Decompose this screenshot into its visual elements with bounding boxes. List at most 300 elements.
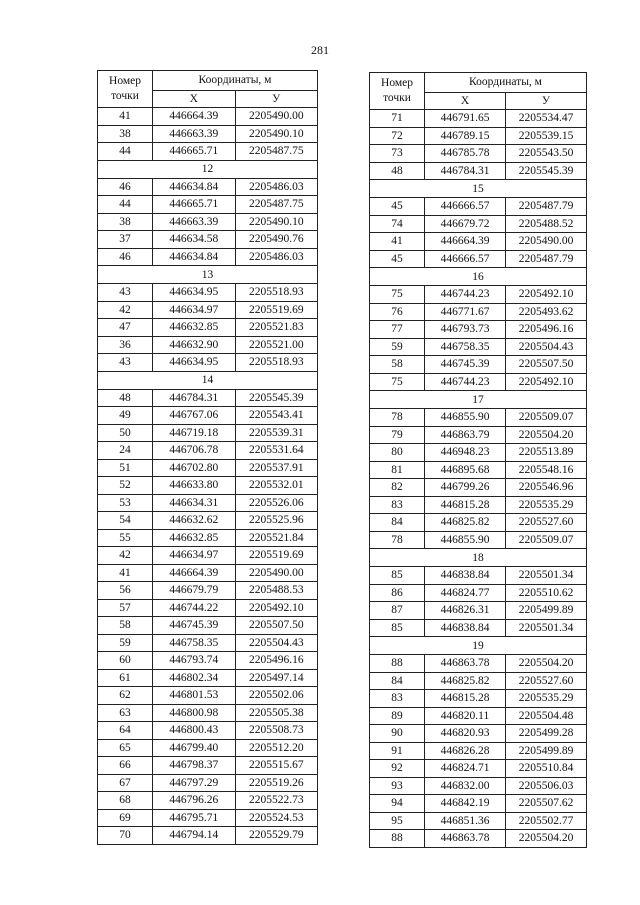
left-table-body <box>98 108 318 845</box>
y-coordinate-cell: 2205508.73 <box>235 722 318 740</box>
x-coordinate-cell: 446863.79 <box>425 426 506 444</box>
point-number-cell: 88 <box>370 655 425 673</box>
section-label: 19 <box>370 637 587 655</box>
section-row <box>98 160 318 178</box>
table-row <box>98 301 318 319</box>
x-header: Х <box>425 92 506 109</box>
x-coordinate-cell: 446634.84 <box>153 178 236 196</box>
y-coordinate-cell: 2205507.50 <box>506 356 587 374</box>
table-row <box>98 143 318 161</box>
point-number-cell: 61 <box>98 669 153 687</box>
y-coordinate-cell: 2205543.41 <box>235 407 318 425</box>
point-number-cell: 58 <box>98 617 153 635</box>
table-row <box>370 514 587 532</box>
y-coordinate-cell: 2205507.62 <box>506 795 587 813</box>
point-number-cell: 50 <box>98 424 153 442</box>
table-row <box>370 233 587 251</box>
table-row <box>98 739 318 757</box>
x-coordinate-cell: 446663.39 <box>153 213 236 231</box>
point-number-cell: 80 <box>370 444 425 462</box>
y-coordinate-cell: 2205493.62 <box>506 303 587 321</box>
x-coordinate-cell: 446767.06 <box>153 407 236 425</box>
y-coordinate-cell: 2205490.10 <box>235 125 318 143</box>
table-row <box>370 286 587 304</box>
point-number-cell: 37 <box>98 231 153 249</box>
point-number-cell: 77 <box>370 321 425 339</box>
table-row <box>370 321 587 339</box>
y-coordinate-cell: 2205496.16 <box>235 652 318 670</box>
table-row <box>98 494 318 512</box>
point-number-cell: 62 <box>98 687 153 705</box>
section-row <box>370 268 587 286</box>
x-coordinate-cell: 446663.39 <box>153 125 236 143</box>
x-coordinate-cell: 446802.34 <box>153 669 236 687</box>
table-row <box>370 198 587 216</box>
table-row <box>98 547 318 565</box>
x-coordinate-cell: 446666.57 <box>425 250 506 268</box>
section-row <box>98 371 318 389</box>
point-number-cell: 51 <box>98 459 153 477</box>
table-row <box>98 774 318 792</box>
section-label: 14 <box>98 371 318 389</box>
x-coordinate-cell: 446745.39 <box>153 617 236 635</box>
y-coordinate-cell: 2205527.60 <box>506 514 587 532</box>
table-row <box>370 127 587 145</box>
x-coordinate-cell: 446745.39 <box>425 356 506 374</box>
point-number-cell: 88 <box>370 830 425 848</box>
y-coordinate-cell: 2205490.00 <box>506 233 587 251</box>
point-number-cell: 90 <box>370 725 425 743</box>
x-coordinate-cell: 446863.78 <box>425 655 506 673</box>
table-row <box>98 757 318 775</box>
point-header-line2: точки <box>111 90 139 102</box>
table-row <box>98 582 318 600</box>
x-coordinate-cell: 446634.58 <box>153 231 236 249</box>
table-row <box>98 125 318 143</box>
table-row <box>98 564 318 582</box>
y-coordinate-cell: 2205490.10 <box>235 213 318 231</box>
table-row <box>98 424 318 442</box>
y-coordinate-cell: 2205543.50 <box>506 145 587 163</box>
x-coordinate-cell: 446679.72 <box>425 215 506 233</box>
y-coordinate-cell: 2205522.73 <box>235 792 318 810</box>
table-row <box>370 602 587 620</box>
point-number-cell: 78 <box>370 531 425 549</box>
point-number-cell: 81 <box>370 461 425 479</box>
y-coordinate-cell: 2205545.39 <box>506 162 587 180</box>
table-row <box>98 213 318 231</box>
point-number-cell: 59 <box>370 338 425 356</box>
point-number-cell: 46 <box>98 248 153 266</box>
y-coordinate-cell: 2205504.48 <box>506 707 587 725</box>
y-coordinate-cell: 2205507.50 <box>235 617 318 635</box>
section-label: 18 <box>370 549 587 567</box>
point-number-cell: 42 <box>98 547 153 565</box>
x-coordinate-cell: 446634.95 <box>153 284 236 302</box>
x-coordinate-cell: 446784.31 <box>425 162 506 180</box>
y-coordinate-cell: 2205488.52 <box>506 215 587 233</box>
y-coordinate-cell: 2205513.89 <box>506 444 587 462</box>
x-coordinate-cell: 446826.28 <box>425 742 506 760</box>
y-coordinate-cell: 2205519.69 <box>235 301 318 319</box>
x-coordinate-cell: 446634.84 <box>153 248 236 266</box>
x-coordinate-cell: 446791.65 <box>425 110 506 128</box>
x-coordinate-cell: 446634.95 <box>153 354 236 372</box>
point-number-cell: 41 <box>370 233 425 251</box>
y-coordinate-cell: 2205546.96 <box>506 479 587 497</box>
x-coordinate-cell: 446798.37 <box>153 757 236 775</box>
x-coordinate-cell: 446789.15 <box>425 127 506 145</box>
right-table-body <box>370 110 587 848</box>
point-number-cell: 67 <box>98 774 153 792</box>
point-number-cell: 41 <box>98 108 153 126</box>
table-row <box>98 442 318 460</box>
table-row <box>370 250 587 268</box>
table-row <box>370 777 587 795</box>
y-coordinate-cell: 2205519.69 <box>235 547 318 565</box>
y-coordinate-cell: 2205526.06 <box>235 494 318 512</box>
table-row <box>370 426 587 444</box>
x-coordinate-cell: 446632.85 <box>153 529 236 547</box>
table-row <box>370 373 587 391</box>
x-coordinate-cell: 446706.78 <box>153 442 236 460</box>
point-number-cell: 82 <box>370 479 425 497</box>
section-row <box>370 637 587 655</box>
x-coordinate-cell: 446758.35 <box>425 338 506 356</box>
x-coordinate-cell: 446719.18 <box>153 424 236 442</box>
point-number-cell: 69 <box>98 809 153 827</box>
coordinates-header: Координаты, м <box>425 73 587 93</box>
table-row <box>98 407 318 425</box>
y-coordinate-cell: 2205509.07 <box>506 531 587 549</box>
point-number-cell: 76 <box>370 303 425 321</box>
y-coordinate-cell: 2205515.67 <box>235 757 318 775</box>
y-coordinate-cell: 2205497.14 <box>235 669 318 687</box>
x-coordinate-cell: 446832.00 <box>425 777 506 795</box>
table-row <box>98 669 318 687</box>
point-number-cell: 53 <box>98 494 153 512</box>
x-coordinate-cell: 446895.68 <box>425 461 506 479</box>
section-row <box>370 391 587 409</box>
table-row <box>370 725 587 743</box>
point-number-cell: 73 <box>370 145 425 163</box>
y-header: У <box>235 90 318 107</box>
y-coordinate-cell: 2205502.77 <box>506 812 587 830</box>
section-row <box>370 180 587 198</box>
x-coordinate-cell: 446793.73 <box>425 321 506 339</box>
point-number-cell: 59 <box>98 634 153 652</box>
table-row <box>98 178 318 196</box>
x-coordinate-cell: 446632.90 <box>153 336 236 354</box>
y-coordinate-cell: 2205534.47 <box>506 110 587 128</box>
point-number-cell: 85 <box>370 567 425 585</box>
x-coordinate-cell: 446795.71 <box>153 809 236 827</box>
y-coordinate-cell: 2205521.83 <box>235 319 318 337</box>
x-coordinate-cell: 446634.97 <box>153 301 236 319</box>
point-number-cell: 43 <box>98 354 153 372</box>
y-coordinate-cell: 2205499.89 <box>506 602 587 620</box>
point-number-cell: 83 <box>370 496 425 514</box>
point-number-cell: 89 <box>370 707 425 725</box>
y-coordinate-cell: 2205545.39 <box>235 389 318 407</box>
point-number-cell: 48 <box>98 389 153 407</box>
y-coordinate-cell: 2205539.15 <box>506 127 587 145</box>
y-coordinate-cell: 2205519.26 <box>235 774 318 792</box>
x-coordinate-cell: 446800.98 <box>153 704 236 722</box>
y-coordinate-cell: 2205527.60 <box>506 672 587 690</box>
point-number-cell: 63 <box>98 704 153 722</box>
y-coordinate-cell: 2205488.53 <box>235 582 318 600</box>
x-header: Х <box>153 90 236 107</box>
table-row <box>370 531 587 549</box>
point-number-cell: 58 <box>370 356 425 374</box>
y-coordinate-cell: 2205510.84 <box>506 760 587 778</box>
table-row <box>98 529 318 547</box>
x-coordinate-cell: 446632.62 <box>153 512 236 530</box>
point-number-cell: 84 <box>370 672 425 690</box>
x-coordinate-cell: 446820.11 <box>425 707 506 725</box>
point-number-cell: 72 <box>370 127 425 145</box>
y-coordinate-cell: 2205496.16 <box>506 321 587 339</box>
table-row <box>98 599 318 617</box>
y-coordinate-cell: 2205506.03 <box>506 777 587 795</box>
table-row <box>98 284 318 302</box>
point-number-cell: 38 <box>98 125 153 143</box>
y-coordinate-cell: 2205487.75 <box>235 143 318 161</box>
y-coordinate-cell: 2205509.07 <box>506 409 587 427</box>
y-coordinate-cell: 2205537.91 <box>235 459 318 477</box>
x-coordinate-cell: 446744.23 <box>425 286 506 304</box>
table-row <box>370 356 587 374</box>
x-coordinate-cell: 446851.36 <box>425 812 506 830</box>
x-coordinate-cell: 446800.43 <box>153 722 236 740</box>
x-coordinate-cell: 446797.29 <box>153 774 236 792</box>
table-row <box>370 162 587 180</box>
table-row <box>370 812 587 830</box>
table-row <box>370 215 587 233</box>
y-coordinate-cell: 2205505.38 <box>235 704 318 722</box>
x-coordinate-cell: 446679.79 <box>153 582 236 600</box>
y-coordinate-cell: 2205529.79 <box>235 827 318 845</box>
table-row <box>370 742 587 760</box>
x-coordinate-cell: 446744.22 <box>153 599 236 617</box>
x-coordinate-cell: 446863.78 <box>425 830 506 848</box>
y-coordinate-cell: 2205487.79 <box>506 250 587 268</box>
y-coordinate-cell: 2205521.84 <box>235 529 318 547</box>
section-row <box>370 549 587 567</box>
y-coordinate-cell: 2205504.20 <box>506 655 587 673</box>
y-coordinate-cell: 2205535.29 <box>506 690 587 708</box>
x-coordinate-cell: 446771.67 <box>425 303 506 321</box>
x-coordinate-cell: 446785.78 <box>425 145 506 163</box>
y-coordinate-cell: 2205492.10 <box>506 373 587 391</box>
table-row <box>98 319 318 337</box>
table-row <box>370 110 587 128</box>
y-header: У <box>506 92 587 109</box>
section-label: 17 <box>370 391 587 409</box>
coordinates-table-left <box>97 70 318 845</box>
y-coordinate-cell: 2205490.00 <box>235 564 318 582</box>
point-number-cell: 46 <box>98 178 153 196</box>
point-number-cell: 52 <box>98 477 153 495</box>
table-row <box>98 634 318 652</box>
y-coordinate-cell: 2205501.34 <box>506 619 587 637</box>
y-coordinate-cell: 2205502.06 <box>235 687 318 705</box>
point-number-cell: 83 <box>370 690 425 708</box>
page-number: 281 <box>311 43 329 57</box>
table-row <box>98 477 318 495</box>
x-coordinate-cell: 446815.28 <box>425 496 506 514</box>
table-row <box>370 672 587 690</box>
y-coordinate-cell: 2205539.31 <box>235 424 318 442</box>
y-coordinate-cell: 2205521.00 <box>235 336 318 354</box>
table-row <box>370 567 587 585</box>
point-number-header <box>370 73 425 110</box>
y-coordinate-cell: 2205504.20 <box>506 830 587 848</box>
table-row <box>98 687 318 705</box>
y-coordinate-cell: 2205524.53 <box>235 809 318 827</box>
point-number-cell: 75 <box>370 373 425 391</box>
x-coordinate-cell: 446632.85 <box>153 319 236 337</box>
table-row <box>370 496 587 514</box>
y-coordinate-cell: 2205504.43 <box>506 338 587 356</box>
table-row <box>370 690 587 708</box>
table-row <box>98 792 318 810</box>
y-coordinate-cell: 2205486.03 <box>235 178 318 196</box>
x-coordinate-cell: 446826.31 <box>425 602 506 620</box>
section-label: 16 <box>370 268 587 286</box>
x-coordinate-cell: 446634.31 <box>153 494 236 512</box>
table-row <box>370 303 587 321</box>
point-number-cell: 71 <box>370 110 425 128</box>
x-coordinate-cell: 446855.90 <box>425 531 506 549</box>
x-coordinate-cell: 446794.14 <box>153 827 236 845</box>
table-row <box>98 231 318 249</box>
x-coordinate-cell: 446793.74 <box>153 652 236 670</box>
y-coordinate-cell: 2205486.03 <box>235 248 318 266</box>
point-number-cell: 48 <box>370 162 425 180</box>
y-coordinate-cell: 2205501.34 <box>506 567 587 585</box>
y-coordinate-cell: 2205487.75 <box>235 196 318 214</box>
table-row <box>98 196 318 214</box>
table-row <box>98 809 318 827</box>
coordinates-table-right <box>369 72 587 848</box>
point-number-cell: 57 <box>98 599 153 617</box>
point-number-cell: 24 <box>98 442 153 460</box>
x-coordinate-cell: 446838.84 <box>425 619 506 637</box>
table-row <box>370 409 587 427</box>
y-coordinate-cell: 2205499.89 <box>506 742 587 760</box>
y-coordinate-cell: 2205487.79 <box>506 198 587 216</box>
table-row <box>370 461 587 479</box>
table-row <box>370 619 587 637</box>
table-row <box>98 617 318 635</box>
point-number-header <box>98 71 153 108</box>
y-coordinate-cell: 2205525.96 <box>235 512 318 530</box>
point-number-cell: 60 <box>98 652 153 670</box>
x-coordinate-cell: 446801.53 <box>153 687 236 705</box>
point-number-cell: 38 <box>98 213 153 231</box>
x-coordinate-cell: 446633.80 <box>153 477 236 495</box>
point-number-cell: 75 <box>370 286 425 304</box>
point-number-cell: 47 <box>98 319 153 337</box>
x-coordinate-cell: 446799.26 <box>425 479 506 497</box>
point-number-cell: 93 <box>370 777 425 795</box>
table-row <box>370 830 587 848</box>
point-number-cell: 66 <box>98 757 153 775</box>
table-row <box>370 655 587 673</box>
table-row <box>98 389 318 407</box>
point-number-cell: 45 <box>370 198 425 216</box>
x-coordinate-cell: 446855.90 <box>425 409 506 427</box>
point-number-cell: 92 <box>370 760 425 778</box>
point-number-cell: 54 <box>98 512 153 530</box>
x-coordinate-cell: 446702.80 <box>153 459 236 477</box>
table-row <box>370 145 587 163</box>
section-label: 12 <box>98 160 318 178</box>
table-row <box>370 795 587 813</box>
coordinates-header: Координаты, м <box>153 71 318 91</box>
point-number-cell: 74 <box>370 215 425 233</box>
point-number-cell: 42 <box>98 301 153 319</box>
y-coordinate-cell: 2205535.29 <box>506 496 587 514</box>
section-label: 13 <box>98 266 318 284</box>
point-number-cell: 36 <box>98 336 153 354</box>
y-coordinate-cell: 2205492.10 <box>506 286 587 304</box>
y-coordinate-cell: 2205490.00 <box>235 108 318 126</box>
x-coordinate-cell: 446948.23 <box>425 444 506 462</box>
x-coordinate-cell: 446838.84 <box>425 567 506 585</box>
x-coordinate-cell: 446744.23 <box>425 373 506 391</box>
x-coordinate-cell: 446758.35 <box>153 634 236 652</box>
table-row <box>370 584 587 602</box>
y-coordinate-cell: 2205510.62 <box>506 584 587 602</box>
table-row <box>98 459 318 477</box>
point-number-cell: 55 <box>98 529 153 547</box>
table-row <box>370 707 587 725</box>
x-coordinate-cell: 446664.39 <box>153 108 236 126</box>
table-row <box>370 338 587 356</box>
y-coordinate-cell: 2205518.93 <box>235 284 318 302</box>
y-coordinate-cell: 2205492.10 <box>235 599 318 617</box>
point-number-cell: 79 <box>370 426 425 444</box>
y-coordinate-cell: 2205518.93 <box>235 354 318 372</box>
section-row <box>98 266 318 284</box>
point-number-cell: 56 <box>98 582 153 600</box>
point-number-cell: 70 <box>98 827 153 845</box>
table-row <box>98 652 318 670</box>
table-row <box>98 336 318 354</box>
table-row <box>370 444 587 462</box>
point-number-cell: 44 <box>98 143 153 161</box>
point-number-cell: 65 <box>98 739 153 757</box>
y-coordinate-cell: 2205548.16 <box>506 461 587 479</box>
x-coordinate-cell: 446799.40 <box>153 739 236 757</box>
point-header-line2: точки <box>383 92 411 104</box>
x-coordinate-cell: 446664.39 <box>425 233 506 251</box>
y-coordinate-cell: 2205531.64 <box>235 442 318 460</box>
point-number-cell: 49 <box>98 407 153 425</box>
point-number-cell: 91 <box>370 742 425 760</box>
y-coordinate-cell: 2205504.20 <box>506 426 587 444</box>
section-label: 15 <box>370 180 587 198</box>
point-number-cell: 43 <box>98 284 153 302</box>
x-coordinate-cell: 446825.82 <box>425 514 506 532</box>
point-number-cell: 44 <box>98 196 153 214</box>
x-coordinate-cell: 446824.71 <box>425 760 506 778</box>
y-coordinate-cell: 2205532.01 <box>235 477 318 495</box>
x-coordinate-cell: 446796.26 <box>153 792 236 810</box>
